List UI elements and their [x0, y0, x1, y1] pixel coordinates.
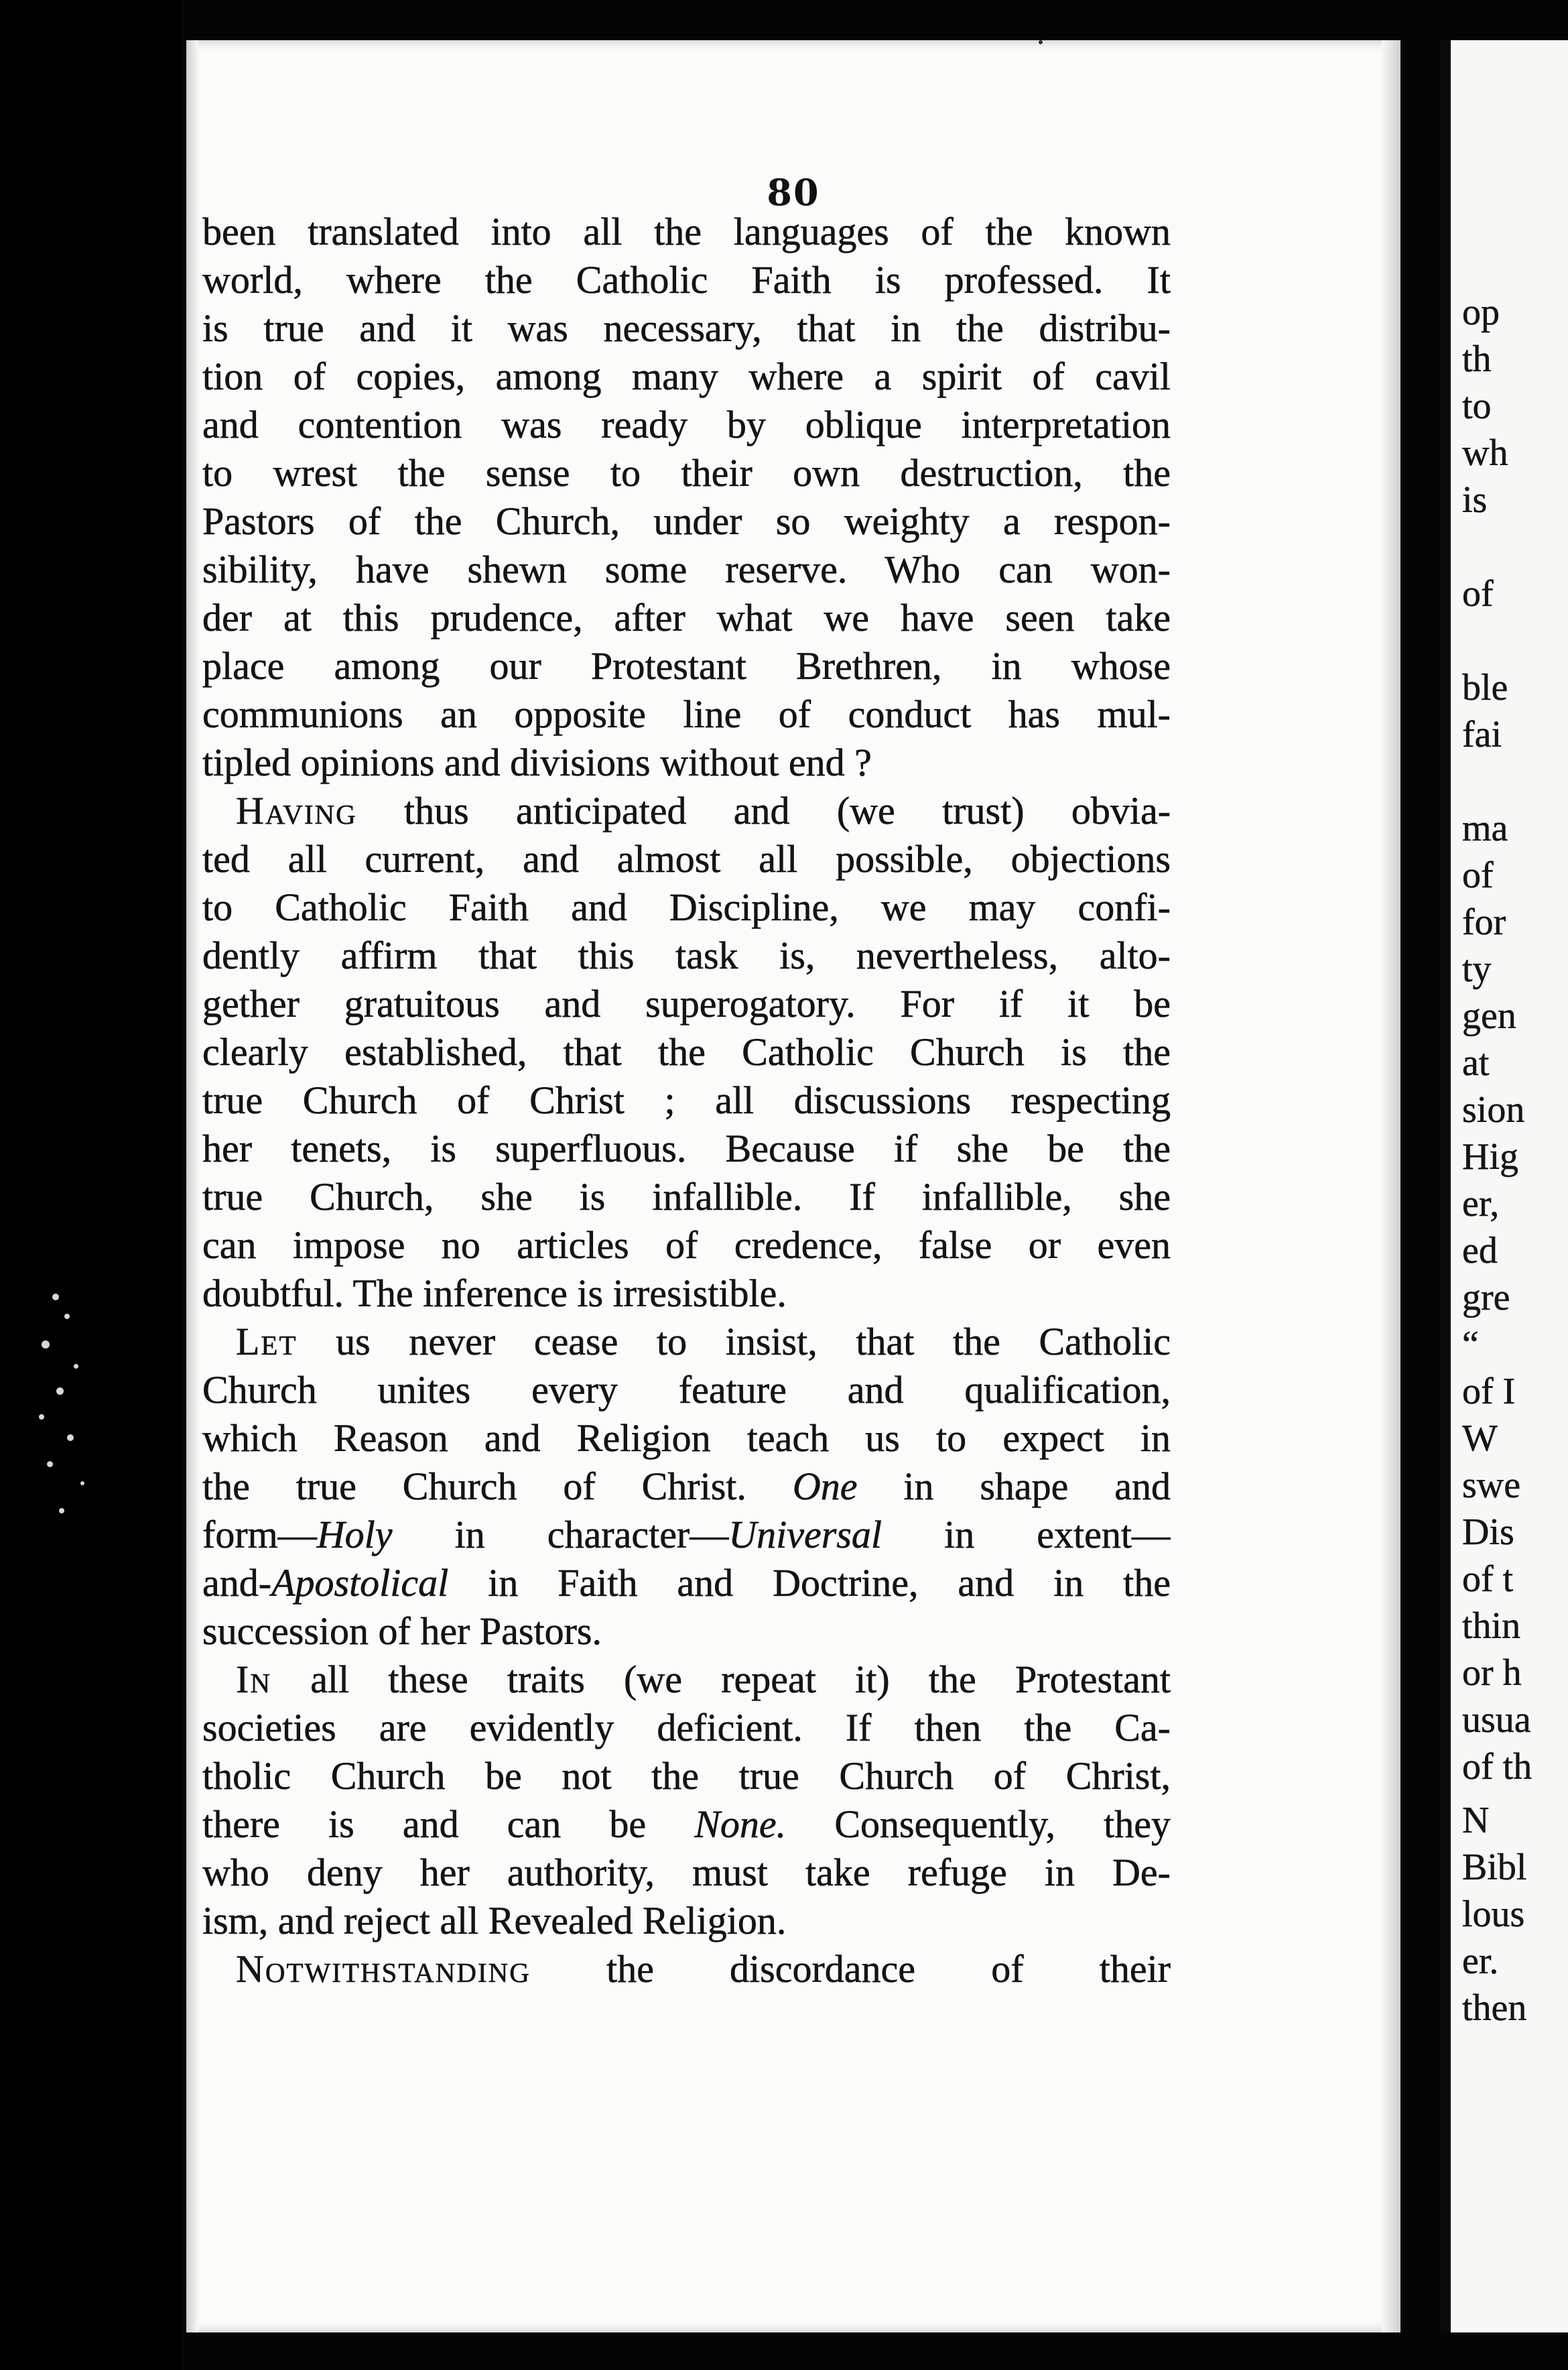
scan-speck [74, 1364, 78, 1369]
paragraph-lead-word: Notwithstanding [236, 1947, 531, 1991]
text-line: clearly established, that the Catholic Church is the [202, 1030, 1171, 1074]
facing-page-fragment: to [1462, 385, 1492, 427]
body-text [202, 208, 1171, 2051]
left-scan-border [0, 0, 181, 2370]
facing-page-fragment: W [1462, 1418, 1498, 1459]
text-run: in character [454, 1513, 690, 1556]
facing-page-fragment: usua [1462, 1699, 1531, 1741]
text-line [202, 1511, 1171, 1559]
page-gutter-shadow [1382, 40, 1400, 2332]
text-line: to Catholic Faith and Discipline, we may confi- [202, 885, 1171, 929]
text-run: — [1132, 1513, 1171, 1556]
text-line: tipled opinions and divisions without end ? [202, 741, 872, 784]
facing-page-fragment: gen [1462, 995, 1516, 1037]
facing-page-fragment: of I [1462, 1371, 1516, 1412]
scan-speck [67, 1434, 74, 1441]
text-line: who deny her authority, must take refuge in De- [202, 1851, 1171, 1894]
facing-page-fragment: ma [1462, 808, 1508, 849]
scan-speck [80, 1481, 84, 1485]
facing-page-fragment: swe [1462, 1464, 1521, 1506]
text-line: succession of her Pastors. [202, 1609, 602, 1653]
text-run: form— [202, 1513, 317, 1556]
text-line: gether gratuitous and superogatory. For if it be [202, 982, 1171, 1025]
paragraph-start-line [202, 1656, 1171, 1704]
facing-page-fragment: sion [1462, 1089, 1525, 1131]
scan-speck [64, 1314, 70, 1319]
text-line: to wrest the sense to their own destruction, the [202, 451, 1171, 495]
text-run: in extent [944, 1513, 1132, 1556]
italic-word: Holy [316, 1513, 393, 1556]
text-line: tholic Church be not the true Church of Christ, [202, 1754, 1171, 1798]
facing-page-fragment: lous [1462, 1893, 1525, 1935]
text-line: communions an opposite line of conduct has mul- [202, 692, 1171, 736]
page-edge-shadow [186, 40, 198, 2332]
facing-page-fragment: th [1462, 338, 1492, 380]
facing-page-fragment: “ [1462, 1324, 1479, 1365]
scan-dot [1039, 40, 1043, 44]
text-run: all these traits (we repeat it) the Protestant [310, 1658, 1171, 1701]
facing-page-fragment: er, [1462, 1183, 1500, 1225]
text-line [202, 1462, 1171, 1511]
facing-page-fragment: is [1462, 479, 1488, 521]
paragraph-lead-word: Let [236, 1320, 298, 1363]
text-line: doubtful. The inference is irresistible. [202, 1271, 787, 1315]
facing-page-fragment: Hig [1462, 1136, 1518, 1178]
text-line [202, 1800, 1171, 1849]
facing-page-fragment: ble [1462, 667, 1508, 708]
facing-page-fragment: er. [1462, 1940, 1499, 1982]
text-line: which Reason and Religion teach us to expect in [202, 1416, 1171, 1460]
text-line: ted all current, and almost all possible, objections [202, 837, 1171, 881]
scan-speck [47, 1461, 53, 1467]
text-run: thus anticipated and (we trust) obvia- [404, 789, 1171, 832]
text-run: in shape and [857, 1464, 1171, 1508]
scan-speck [56, 1387, 64, 1395]
facing-page-fragment: op [1462, 292, 1500, 333]
text-line: Church unites every feature and qualification, [202, 1368, 1171, 1412]
facing-page-fragment: ty [1462, 948, 1492, 990]
facing-page-fragment: N [1462, 1800, 1490, 1841]
text-line: tion of copies, among many where a spirit of cavil [202, 355, 1171, 398]
text-run: — [690, 1513, 729, 1556]
facing-page-fragment: of t [1462, 1558, 1514, 1600]
facing-page-fragment: of th [1462, 1746, 1532, 1788]
italic-word: Universal [728, 1513, 882, 1556]
text-line: world, where the Catholic Faith is professed. It [202, 258, 1171, 302]
paragraph-start-line [202, 787, 1171, 835]
facing-page-fragment: at [1462, 1042, 1490, 1084]
text-line [202, 1559, 1171, 1607]
paragraph-start-line [202, 1945, 1171, 1993]
italic-word: None. [694, 1802, 787, 1846]
facing-page-fragment: of [1462, 573, 1494, 615]
text-run: us never cease to insist, that the Catholic [336, 1320, 1171, 1363]
facing-page-fragment: wh [1462, 432, 1508, 474]
scan-speck [42, 1340, 50, 1349]
facing-page-fragment: Bibl [1462, 1847, 1527, 1888]
page-number: 80 [767, 171, 820, 214]
italic-word: Apostolical [271, 1561, 449, 1605]
scan-speck [59, 1508, 64, 1513]
facing-page-fragment: for [1462, 901, 1506, 943]
text-line: dently affirm that this task is, nevertheless, alto- [202, 934, 1171, 977]
text-line: ism, and reject all Revealed Religion. [202, 1899, 787, 1942]
text-run: and- [202, 1561, 272, 1605]
page-fold-shadow [1441, 40, 1451, 2332]
text-line: been translated into all the languages of the known [202, 210, 1171, 253]
text-line: true Church, she is infallible. If infallible, she [202, 1175, 1171, 1219]
italic-word: One [792, 1464, 858, 1508]
facing-page-fragment: fai [1462, 714, 1502, 755]
text-run: in Faith and Doctrine, and in the [488, 1561, 1171, 1605]
facing-page-fragment: then [1462, 1987, 1527, 2029]
facing-page-fragment: Dis [1462, 1511, 1514, 1553]
scan-speck [52, 1294, 59, 1300]
text-line: and contention was ready by oblique interpretation [202, 403, 1171, 446]
text-line: is true and it was necessary, that in the distribu- [202, 306, 1171, 350]
paragraph-lead-word: In [236, 1658, 271, 1701]
text-line: her tenets, is superfluous. Because if she be the [202, 1127, 1171, 1170]
text-line: true Church of Christ ; all discussions respecting [202, 1078, 1171, 1122]
text-run: Consequently, they [834, 1802, 1171, 1846]
text-line: sibility, have shewn some reserve. Who can won- [202, 548, 1171, 591]
facing-page-fragment: thin [1462, 1605, 1521, 1647]
text-line: der at this prudence, after what we have seen take [202, 596, 1171, 639]
scan-speck [39, 1414, 44, 1420]
facing-page-fragment: of [1462, 855, 1494, 896]
facing-page-fragment: gre [1462, 1277, 1510, 1318]
text-line: Pastors of the Church, under so weighty a respon- [202, 499, 1171, 543]
text-run: there is and can be [202, 1802, 647, 1846]
text-run: the discordance of their [606, 1947, 1171, 1991]
text-line: place among our Protestant Brethren, in whose [202, 644, 1171, 688]
paragraph-start-line [202, 1318, 1171, 1366]
text-line: societies are evidently deficient. If then the Ca- [202, 1706, 1171, 1749]
facing-page-fragment: ed [1462, 1230, 1498, 1271]
text-run: the true Church of Christ. [202, 1464, 746, 1508]
paragraph-lead-word: Having [236, 789, 357, 832]
facing-page-fragment: or h [1462, 1652, 1522, 1694]
text-line: can impose no articles of credence, false or even [202, 1223, 1171, 1267]
